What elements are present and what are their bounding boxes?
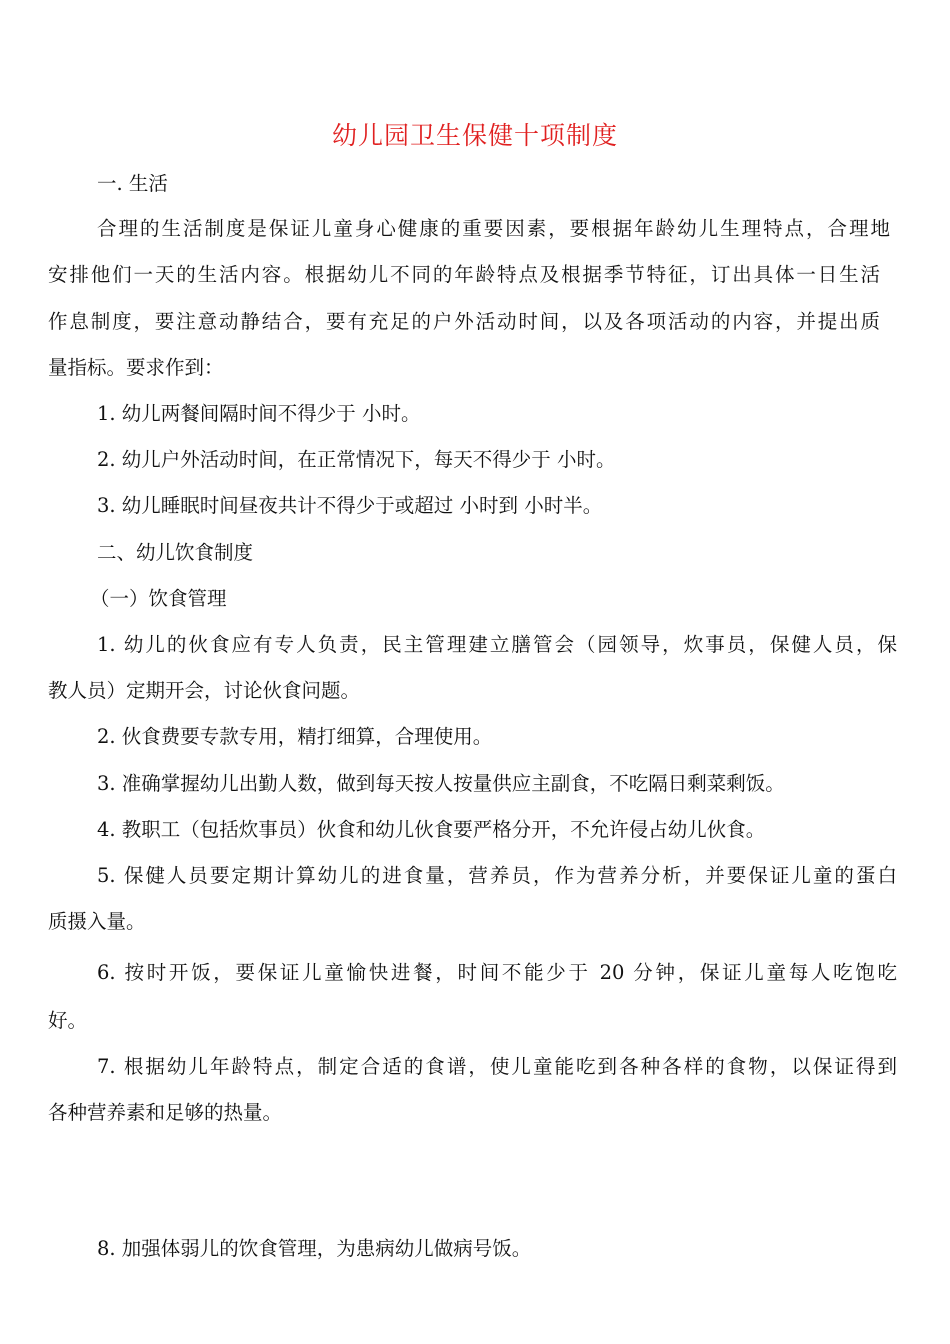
list-item: 2. 幼儿户外活动时间，在正常情况下，每天不得少于 小时。 xyxy=(97,448,616,471)
list-item-continuation: 好。 xyxy=(48,1009,88,1032)
list-item-continuation: 教人员）定期开会，讨论伙食问题。 xyxy=(48,679,361,702)
subsection-heading: （一）饮食管理 xyxy=(90,587,227,610)
paragraph-line: 合理的生活制度是保证儿童身心健康的重要因素，要根据年龄幼儿生理特点，合理地 xyxy=(97,217,890,240)
paragraph-line: 安排他们一天的生活内容。根据幼儿不同的年龄特点及根据季节特征，订出具体一日生活 xyxy=(48,263,880,286)
list-item: 2. 伙食费要专款专用，精打细算，合理使用。 xyxy=(97,725,493,748)
list-item-continuation: 各种营养素和足够的热量。 xyxy=(48,1101,283,1124)
list-item: 4. 教职工（包括炊事员）伙食和幼儿伙食要严格分开，不允许侵占幼儿伙食。 xyxy=(97,818,766,841)
list-item: 5. 保健人员要定期计算幼儿的进食量，营养员，作为营养分析，并要保证儿童的蛋白 xyxy=(97,864,897,887)
paragraph-line: 量指标。要求作到： xyxy=(48,356,224,379)
list-item: 6. 按时开饭，要保证儿童愉快进餐，时间不能少于 20 分钟，保证儿童每人吃饱吃 xyxy=(97,961,897,984)
list-item: 7. 根据幼儿年龄特点，制定合适的食谱，使儿童能吃到各种各样的食物，以保证得到 xyxy=(97,1055,897,1078)
paragraph-line: 作息制度，要注意动静结合，要有充足的户外活动时间，以及各项活动的内容，并提出质 xyxy=(48,310,880,333)
list-item: 3. 准确掌握幼儿出勤人数，做到每天按人按量供应主副食，不吃隔日剩菜剩饭。 xyxy=(97,772,785,795)
section-heading-diet: 二、幼儿饮食制度 xyxy=(97,541,254,564)
document-title: 幼儿园卫生保健十项制度 xyxy=(331,121,618,150)
section-heading-life: 一. 生活 xyxy=(97,172,168,195)
list-item-continuation: 质摄入量。 xyxy=(48,910,146,933)
list-item: 8. 加强体弱儿的饮食管理，为患病幼儿做病号饭。 xyxy=(97,1237,532,1260)
list-item: 3. 幼儿睡眠时间昼夜共计不得少于或超过 小时到 小时半。 xyxy=(97,494,603,517)
list-item: 1. 幼儿的伙食应有专人负责，民主管理建立膳管会（园领导，炊事员，保健人员，保 xyxy=(97,633,897,656)
list-item: 1. 幼儿两餐间隔时间不得少于 小时。 xyxy=(97,402,421,425)
